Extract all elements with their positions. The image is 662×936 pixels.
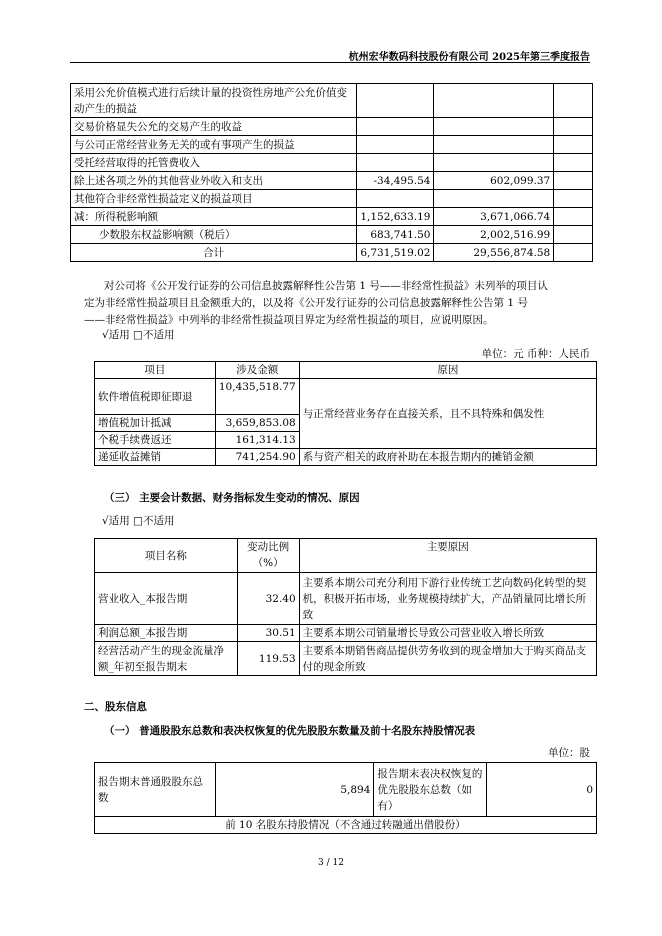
section-title: （三） 主要会计数据、财务指标发生变动的情况、原因 bbox=[104, 492, 360, 504]
header-reason: 原因 bbox=[299, 362, 596, 379]
applicable-checkbox: √适用 □不适用 bbox=[102, 515, 175, 527]
row-name: 利润总额_本报告期 bbox=[95, 625, 238, 642]
unit-label: 单位：股 bbox=[548, 747, 590, 759]
paragraph-line: 定为非经常性损益项目且金额重大的，以及将《公开发行证券的公司信息披露解释性公告第 1 号 bbox=[84, 297, 528, 309]
top10-heading: 前 10 名股东持股情况（不含通过转融通出借股份） bbox=[95, 817, 597, 834]
row-value-ytd: 3,671,066.74 bbox=[434, 208, 554, 226]
row-reason: 系与资产相关的政府补助在本报告期内的摊销金额 bbox=[299, 449, 596, 466]
common-shareholders-label: 报告期末普通股股东总数 bbox=[95, 763, 216, 817]
row-label: 交易价格显失公允的交易产生的收益 bbox=[71, 118, 357, 136]
row-value-ytd: 29,556,874.58 bbox=[434, 244, 554, 262]
table-row bbox=[95, 763, 597, 817]
table-row bbox=[95, 817, 597, 834]
header-item: 项目 bbox=[95, 362, 216, 379]
header-name: 项目名称 bbox=[95, 539, 238, 573]
table-row bbox=[95, 573, 597, 625]
row-label: 除上述各项之外的其他营业外收入和支出 bbox=[71, 172, 357, 190]
row-label: 少数股东权益影响额（税后） bbox=[71, 226, 357, 244]
row-value-ytd bbox=[434, 84, 554, 118]
row-item: 增值税加计抵减 bbox=[95, 415, 216, 432]
row-name: 经营活动产生的现金流量净额_年初至报告期末 bbox=[95, 642, 238, 676]
row-ratio: 30.51 bbox=[237, 625, 299, 642]
row-value-period bbox=[357, 84, 434, 118]
row-ratio: 119.53 bbox=[237, 642, 299, 676]
row-label: 减：所得税影响额 bbox=[71, 208, 357, 226]
row-value-period: 683,741.50 bbox=[357, 226, 434, 244]
row-item: 递延收益摊销 bbox=[95, 449, 216, 466]
page-header: 杭州宏华数码科技股份有限公司 2025年第三季度报告 bbox=[348, 52, 590, 63]
table-row bbox=[95, 449, 597, 466]
table-header-row bbox=[95, 362, 597, 379]
row-reason: 与正常经营业务存在直接关系，且不具特殊和偶发性 bbox=[299, 379, 596, 449]
row-amount: 10,435,518.77 bbox=[215, 379, 299, 415]
row-label: 采用公允价值模式进行后续计量的投资性房地产公允价值变动产生的损益 bbox=[71, 84, 357, 118]
row-value-period bbox=[357, 136, 434, 154]
row-item: 软件增值税即征即退 bbox=[95, 379, 216, 415]
recurring-gains-table bbox=[94, 361, 597, 466]
common-shareholders-value: 5,894 bbox=[215, 763, 374, 817]
row-item: 个税手续费返还 bbox=[95, 432, 216, 449]
header-ratio: 变动比例（%） bbox=[237, 539, 299, 573]
row-label: 与公司正常经营业务无关的或有事项产生的损益 bbox=[71, 136, 357, 154]
row-value-period: 6,731,519.02 bbox=[357, 244, 434, 262]
explanation-paragraph-cont bbox=[84, 294, 604, 330]
table-row bbox=[71, 84, 593, 118]
row-amount: 161,314.13 bbox=[215, 432, 299, 449]
row-label: 合计 bbox=[71, 244, 357, 262]
row-amount: 3,659,853.08 bbox=[215, 415, 299, 432]
applicable-checkbox: √适用 □不适用 bbox=[102, 329, 175, 341]
preferred-shareholders-label: 报告期末表决权恢复的优先股股东总数（如有） bbox=[374, 763, 487, 817]
shareholder-summary-table bbox=[94, 762, 597, 834]
table-row bbox=[71, 190, 593, 208]
table-row bbox=[71, 136, 593, 154]
row-value-period bbox=[357, 190, 434, 208]
row-value-period bbox=[357, 118, 434, 136]
header-rule bbox=[70, 62, 590, 63]
header-reason: 主要原因 bbox=[299, 539, 596, 573]
table-row bbox=[95, 379, 597, 415]
table-row bbox=[71, 208, 593, 226]
row-label: 受托经营取得的托管费收入 bbox=[71, 154, 357, 172]
row-value-period: -34,495.54 bbox=[357, 172, 434, 190]
paragraph-line: ——非经常性损益》中列举的非经常性损益项目界定为经常性损益的项目，应说明原因。 bbox=[84, 314, 494, 326]
row-ratio: 32.40 bbox=[237, 573, 299, 625]
row-value-ytd bbox=[434, 190, 554, 208]
row-reason: 主要系本期公司销量增长导致公司营业收入增长所致 bbox=[299, 625, 596, 642]
table-row bbox=[95, 642, 597, 676]
row-reason: 主要系本期销售商品提供劳务收到的现金增加大于购买商品支付的现金所致 bbox=[299, 642, 596, 676]
table-row bbox=[71, 118, 593, 136]
row-value-ytd bbox=[434, 136, 554, 154]
row-value-period: 1,152,633.19 bbox=[357, 208, 434, 226]
header-amount: 涉及金额 bbox=[215, 362, 299, 379]
row-label: 其他符合非经常性损益定义的损益项目 bbox=[71, 190, 357, 208]
row-amount: 741,254.90 bbox=[215, 449, 299, 466]
unit-label: 单位：元 币种：人民币 bbox=[481, 348, 590, 360]
row-value-period bbox=[357, 154, 434, 172]
row-value-ytd bbox=[434, 154, 554, 172]
row-value-ytd: 2,002,516.99 bbox=[434, 226, 554, 244]
table-row bbox=[71, 154, 593, 172]
section-title: 二、股东信息 bbox=[84, 701, 147, 713]
table-header-row bbox=[95, 539, 597, 573]
row-value-ytd bbox=[434, 118, 554, 136]
nonrecurring-table bbox=[70, 83, 593, 262]
table-row bbox=[95, 625, 597, 642]
preferred-shareholders-value: 0 bbox=[487, 763, 597, 817]
row-reason: 主要系本期公司充分利用下游行业传统工艺向数码化转型的契机，积极开拓市场，业务规模持续扩大，产品销量同比增长所致 bbox=[299, 573, 596, 625]
table-row-total bbox=[71, 244, 593, 262]
key-data-change-table bbox=[94, 538, 597, 676]
page-number: 3 / 12 bbox=[318, 858, 344, 868]
table-row bbox=[71, 172, 593, 190]
paragraph-line: 对公司将《公开发行证券的公司信息披露解释性公告第 1 号——非经常性损益》未列举的项目认 bbox=[104, 280, 548, 292]
row-value-ytd: 602,099.37 bbox=[434, 172, 554, 190]
table-row bbox=[71, 226, 593, 244]
sub-section-title: （一） 普通股股东总数和表决权恢复的优先股股东数量及前十名股东持股情况表 bbox=[104, 725, 476, 737]
row-name: 营业收入_本报告期 bbox=[95, 573, 238, 625]
